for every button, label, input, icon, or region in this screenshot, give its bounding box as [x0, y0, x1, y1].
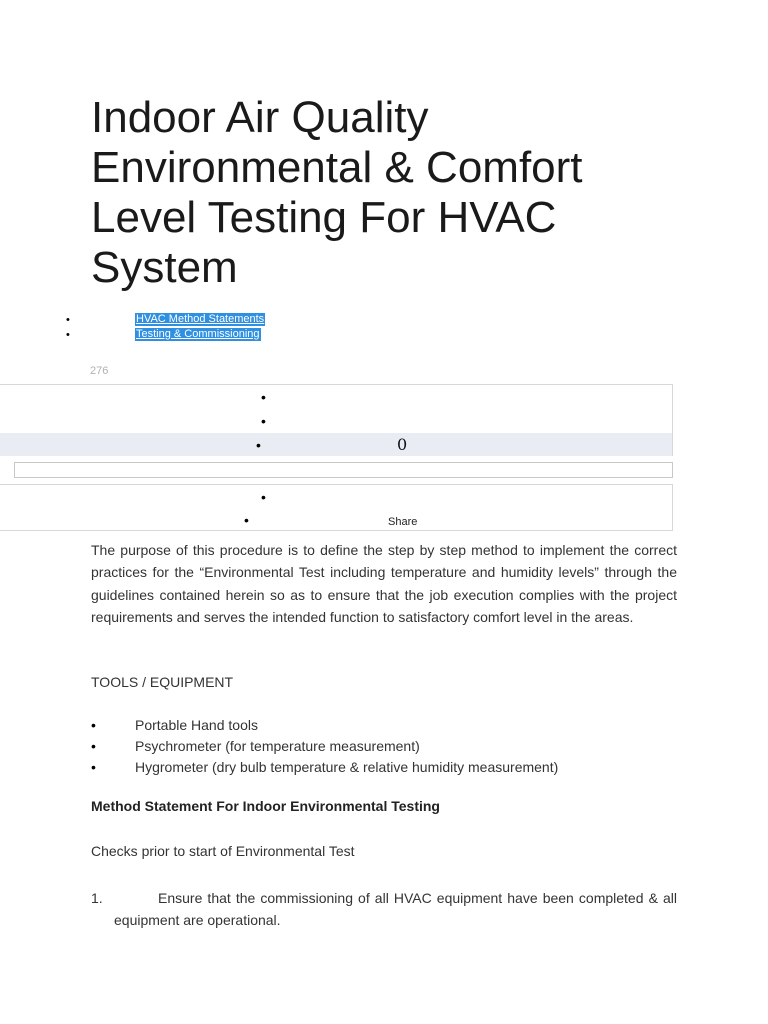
intro-paragraph: The purpose of this procedure is to define the step by step method to implement the correct practices for the “Environmental Test including temperature and humidity levels” through the guidelines contained herein so as to ensure that the job execution complies with the project requirements and serves the intended function to satisfactory comfort level in the areas. [91, 542, 677, 626]
bullet: • [91, 717, 96, 733]
rating-widget [0, 384, 673, 456]
share-button[interactable]: Share [388, 516, 418, 528]
embed-input[interactable] [14, 462, 673, 478]
bullet: • [91, 759, 96, 775]
rating-row-count [0, 433, 672, 456]
bullet: • [261, 389, 266, 405]
bullet: • [66, 314, 70, 326]
rating-row-upvote[interactable] [0, 385, 672, 409]
bullet: • [256, 437, 261, 453]
intro-section [91, 539, 677, 629]
bullet: • [91, 738, 96, 754]
tool-item-label: Psychrometer (for temperature measurement) [135, 738, 420, 754]
method-heading: Method Statement For Indoor Environmental Testing [91, 798, 440, 814]
share-row[interactable] [0, 508, 672, 531]
rating-count: 0 [397, 435, 408, 454]
page-title: Indoor Air Quality Environmental & Comfort Level Testing For HVAC System [91, 93, 583, 292]
checks-heading: Checks prior to start of Environmental Test [91, 843, 355, 859]
category-link-testing-commissioning[interactable]: Testing & Commissioning [136, 328, 260, 340]
step-item [91, 887, 677, 932]
bullet: • [66, 329, 70, 341]
category-link-hvac-method-statements[interactable]: HVAC Method Statements [136, 313, 265, 325]
share-widget [0, 484, 673, 531]
bullet: • [261, 489, 266, 505]
tools-heading: TOOLS / EQUIPMENT [91, 674, 234, 690]
share-row[interactable] [0, 485, 672, 508]
view-count: 276 [90, 365, 109, 377]
bullet: • [261, 413, 266, 429]
tool-item-label: Portable Hand tools [135, 717, 258, 733]
bullet: • [244, 512, 249, 528]
rating-row-downvote[interactable] [0, 409, 672, 433]
tool-item-label: Hygrometer (dry bulb temperature & relative humidity measurement) [135, 759, 559, 775]
step-text: Ensure that the commissioning of all HVAC equipment have been completed & all equipment are operational. [114, 890, 677, 929]
step-number: 1. [91, 890, 103, 906]
